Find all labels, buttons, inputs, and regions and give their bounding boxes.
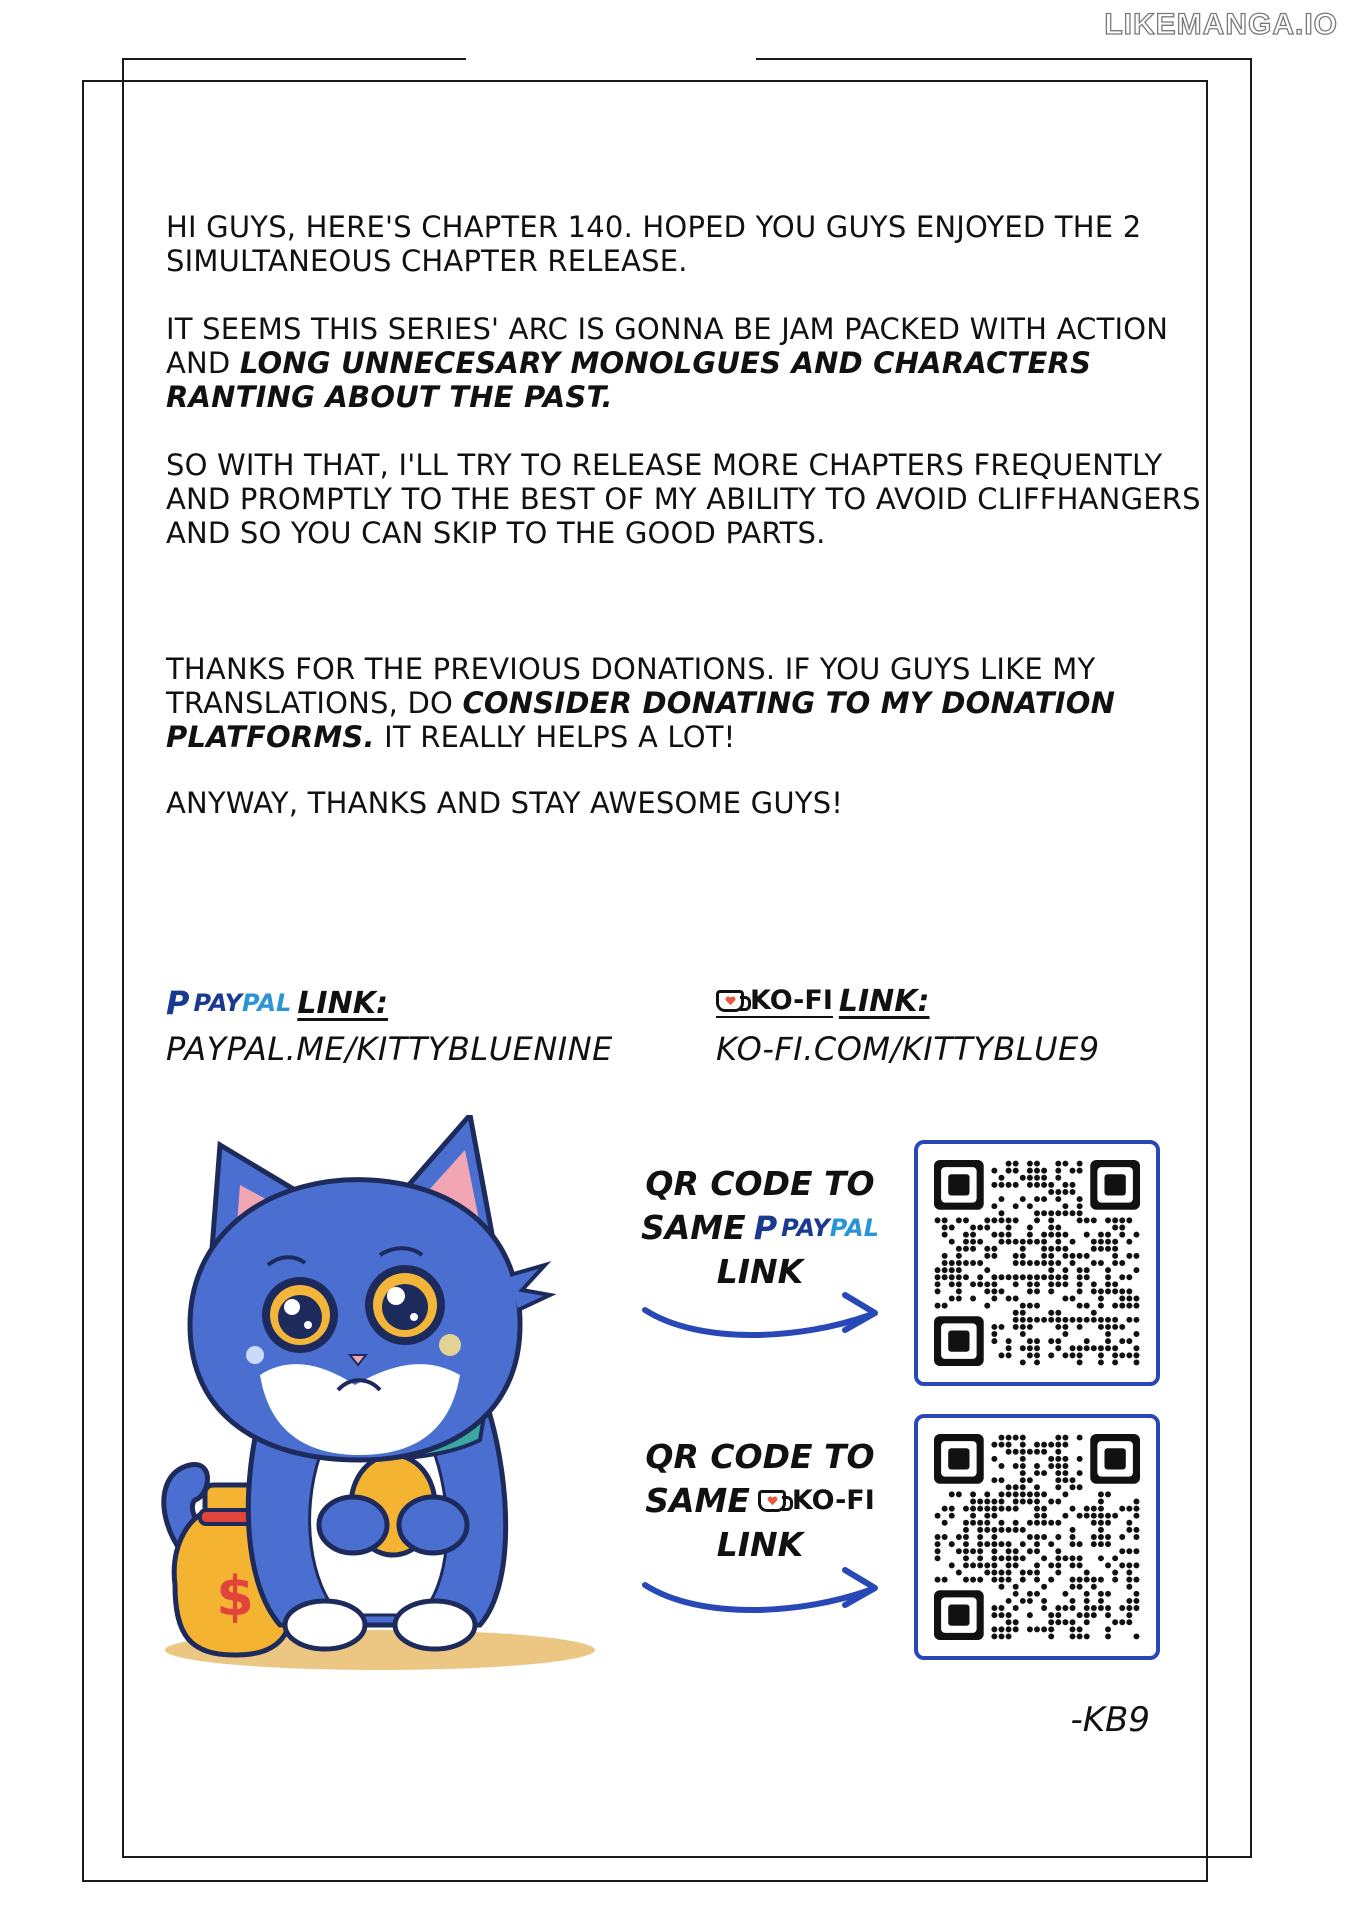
watermark: LIKEMANGA.IO	[1104, 8, 1338, 41]
qr-code-icon	[934, 1160, 1140, 1366]
qr-paypal-caption-line3: LINK	[716, 1252, 804, 1291]
message-paragraph-2-lead: IT SEEMS THIS SERIES' ARC IS GONNA BE JAM PACKED WITH ACTION AND	[166, 312, 1169, 380]
qr-paypal-caption-line1: QR CODE TO	[645, 1164, 875, 1203]
cat-illustration	[150, 1115, 620, 1675]
qr-kofi-caption-line3: LINK	[716, 1525, 804, 1564]
paypal-logo-icon: P PAYPAL	[166, 984, 292, 1022]
paypal-link-label	[166, 984, 388, 1022]
signature: -KB9	[1070, 1700, 1150, 1740]
message-block-3	[166, 448, 1206, 550]
qr-kofi-caption	[610, 1435, 910, 1567]
qr-kofi-caption-line1: QR CODE TO	[645, 1437, 875, 1476]
paypal-link-word: LINK:	[297, 985, 388, 1021]
qr-paypal-caption	[610, 1162, 910, 1294]
message-paragraph-4-lead: THANKS FOR THE PREVIOUS DONATIONS. IF YOU GUYS LIKE MY TRANSLATIONS, DO	[166, 652, 1096, 720]
message-block-5	[166, 786, 1206, 820]
qr-code-paypal[interactable]	[914, 1140, 1160, 1386]
message-block-4	[166, 652, 1206, 754]
paypal-url[interactable]: PAYPAL.ME/KITTYBLUENINE	[166, 1030, 613, 1068]
svg-text:$: $	[216, 1565, 254, 1628]
message-paragraph-2	[166, 312, 1196, 414]
kofi-cup-icon	[758, 1490, 786, 1512]
message-block-2	[166, 312, 1206, 414]
message-paragraph-2-emphasis: LONG UNNECESARY MONOLGUES AND CHARACTERS RANTING ABOUT THE PAST.	[166, 346, 1092, 414]
kofi-link-word: LINK:	[838, 984, 930, 1019]
message-paragraph-4-emphasis: CONSIDER DONATING TO MY DONATION PLATFORMS.	[166, 686, 1116, 754]
kofi-cup-icon	[716, 990, 744, 1012]
message-block	[166, 210, 1206, 278]
frame-gap-left	[466, 54, 756, 62]
message-paragraph-4	[166, 652, 1186, 754]
heart-icon	[767, 1496, 778, 1506]
kofi-url[interactable]: KO-FI.COM/KITTYBLUE9	[716, 1030, 1100, 1068]
kofi-logo-icon: KO-FI	[716, 985, 833, 1018]
qr-kofi-caption-line2: SAME KO-FI	[610, 1479, 910, 1523]
kofi-logo-icon: KO-FI	[758, 1479, 875, 1523]
message-paragraph-5: ANYWAY, THANKS AND STAY AWESOME GUYS!	[166, 786, 844, 820]
arrow-icon	[640, 1280, 890, 1350]
qr-code-icon	[934, 1434, 1140, 1640]
kofi-link-label	[716, 984, 930, 1019]
message-paragraph-3: SO WITH THAT, I'LL TRY TO RELEASE MORE CHAPTERS FREQUENTLY AND PROMPTLY TO THE BEST OF MY ABILITY TO AVOID CLIFFHANGERS AND SO YOU CAN SKIP TO THE GOOD PARTS.	[166, 448, 1201, 550]
message-paragraph-4-tail: IT REALLY HELPS A LOT!	[374, 720, 736, 754]
message-paragraph-1: HI GUYS, HERE'S CHAPTER 140. HOPED YOU GUYS ENJOYED THE 2 SIMULTANEOUS CHAPTER RELEASE.	[166, 210, 1142, 278]
qr-paypal-caption-line2: SAME P PAYPAL	[610, 1206, 910, 1250]
heart-icon	[725, 996, 736, 1006]
arrow-icon	[640, 1555, 890, 1625]
paypal-logo-icon: P PAYPAL	[753, 1209, 879, 1247]
qr-code-kofi[interactable]	[914, 1414, 1160, 1660]
